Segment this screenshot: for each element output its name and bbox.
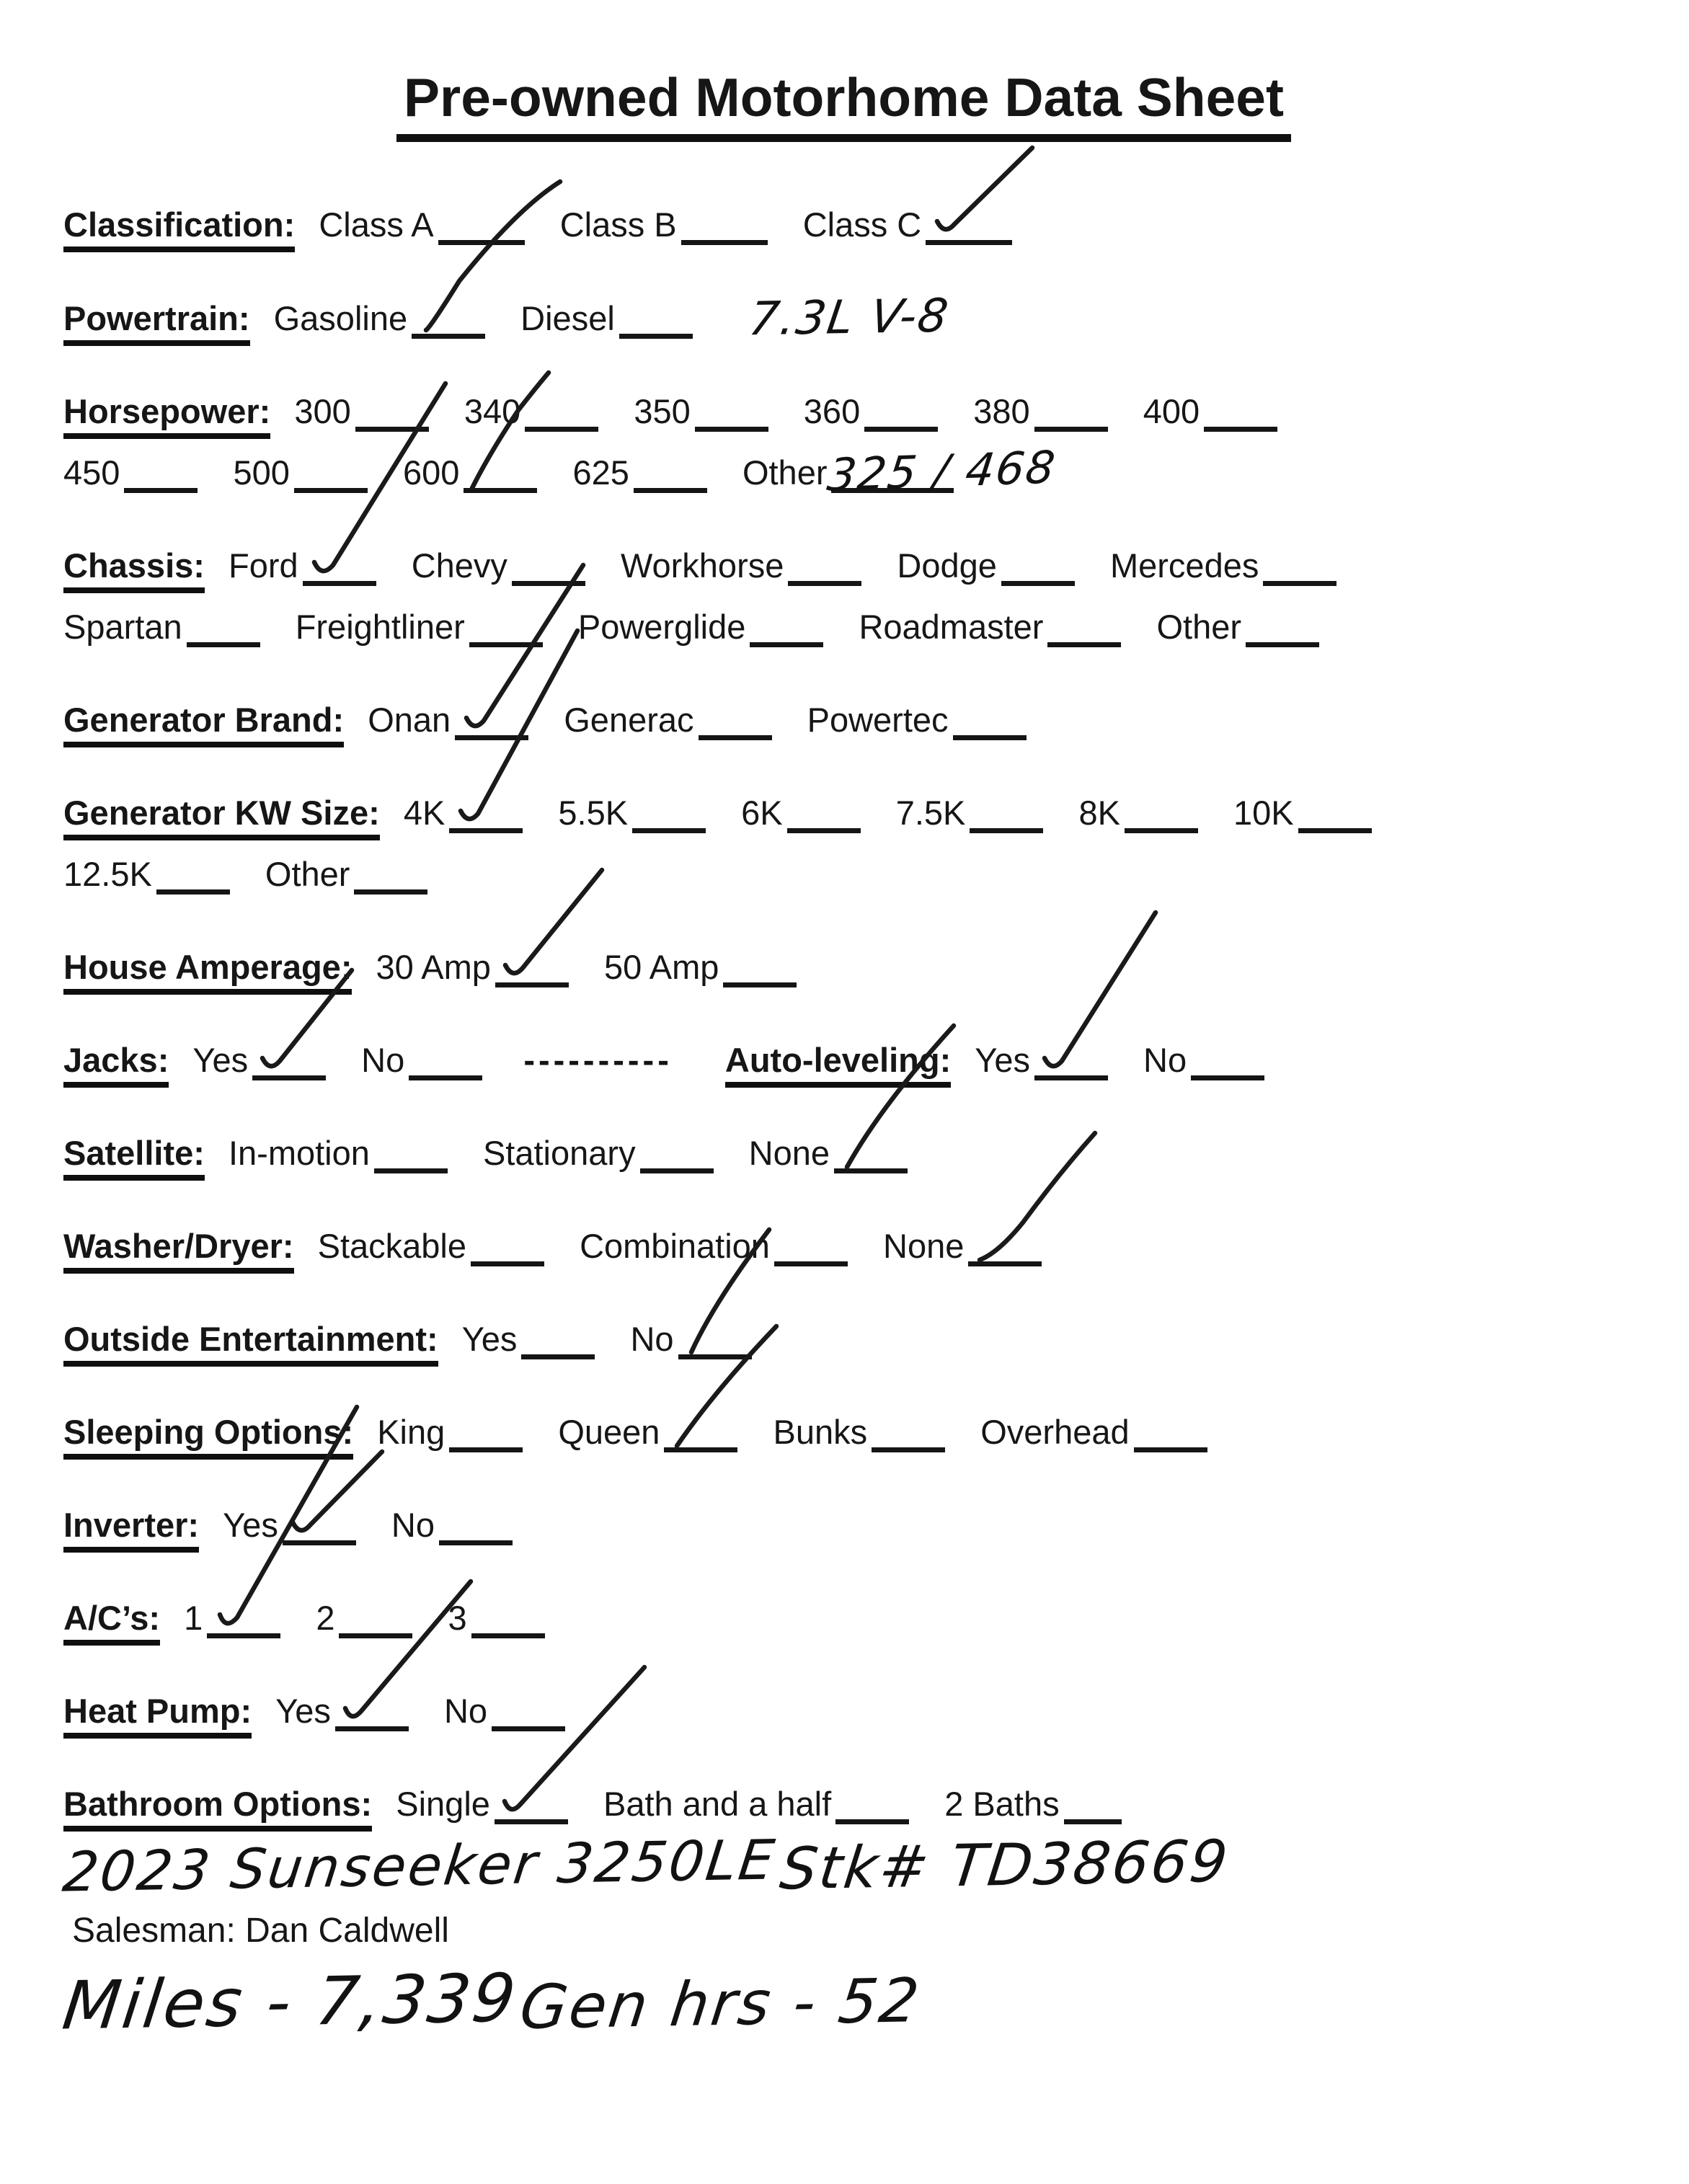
option-kw-other xyxy=(265,855,428,893)
option-class-a xyxy=(319,205,524,244)
option-5-5k xyxy=(558,794,706,832)
option-hp-600 xyxy=(403,453,537,492)
label-satellite: Satellite: xyxy=(63,1134,205,1181)
row-satellite xyxy=(63,1134,1624,1173)
blank-in-motion xyxy=(374,1161,448,1173)
option-hp-300 xyxy=(294,392,428,430)
blank-class-a xyxy=(438,233,525,245)
blank-queen xyxy=(664,1440,737,1452)
option-jacks-yes xyxy=(192,1041,326,1079)
blank-8k xyxy=(1125,821,1198,833)
option-hp-625 xyxy=(572,453,706,492)
option-7-5k xyxy=(896,794,1044,832)
blank-hp-450 xyxy=(124,481,198,493)
option-in-motion xyxy=(229,1134,448,1172)
option-10k xyxy=(1233,794,1372,832)
option-onan xyxy=(368,701,528,739)
blank-10k xyxy=(1298,821,1372,833)
blank-bunks xyxy=(872,1440,945,1452)
row-sleeping-options xyxy=(63,1413,1624,1452)
option-powertec xyxy=(807,701,1027,739)
option-label: Bunks xyxy=(773,1413,868,1451)
option-6k xyxy=(741,794,861,832)
row-chassis-1 xyxy=(63,546,1624,586)
blank-king xyxy=(449,1440,523,1452)
blank-ac-3 xyxy=(471,1626,545,1638)
option-4k xyxy=(404,794,523,832)
blank-diesel xyxy=(619,327,693,339)
blank-generac xyxy=(699,728,772,740)
option-satellite-none xyxy=(749,1134,908,1172)
blank-2-baths xyxy=(1064,1812,1122,1824)
option-hp-350 xyxy=(634,392,768,430)
blank-kw-other xyxy=(354,882,427,895)
option-label: 4K xyxy=(403,794,445,832)
blank-inverter-no xyxy=(439,1533,513,1545)
option-label: 600 xyxy=(402,453,460,492)
option-8k xyxy=(1078,794,1198,832)
option-label: 7.5K xyxy=(895,794,966,832)
option-jacks-no xyxy=(361,1041,482,1079)
option-label: 380 xyxy=(973,392,1030,430)
option-label: Spartan xyxy=(63,608,182,646)
blank-jacks-no xyxy=(409,1068,482,1080)
blank-roadmaster xyxy=(1047,635,1121,647)
option-label: Roadmaster xyxy=(859,608,1044,646)
blank-stackable xyxy=(471,1254,544,1266)
option-label: Yes xyxy=(223,1506,278,1544)
option-label: 360 xyxy=(803,392,861,430)
option-label: No xyxy=(361,1041,405,1079)
option-label: Yes xyxy=(975,1041,1030,1079)
salesman-line: Salesman: Dan Caldwell xyxy=(72,1912,449,1950)
option-12-5k xyxy=(63,855,230,893)
blank-workhorse xyxy=(788,574,861,586)
blank-freightliner xyxy=(469,635,543,647)
row-inverter xyxy=(63,1506,1624,1545)
option-label: Gasoline xyxy=(273,299,408,337)
option-hp-500 xyxy=(233,453,367,492)
blank-6k xyxy=(787,821,861,833)
option-dodge xyxy=(897,546,1075,585)
option-ford xyxy=(229,546,376,585)
blank-mercedes xyxy=(1263,574,1336,586)
option-label: Combination xyxy=(580,1227,770,1265)
option-label: No xyxy=(391,1506,435,1544)
blank-hp-500 xyxy=(294,481,368,493)
option-spartan xyxy=(63,608,260,646)
option-stackable xyxy=(318,1227,544,1265)
title-wrap xyxy=(63,66,1624,142)
option-label: Bath and a half xyxy=(603,1785,832,1823)
option-label: Stationary xyxy=(482,1134,636,1172)
option-label: Generac xyxy=(564,701,694,739)
option-label: Other xyxy=(265,855,350,893)
blank-ford xyxy=(303,574,376,586)
blank-onan xyxy=(455,728,528,740)
blank-gasoline xyxy=(412,327,485,339)
separator-dashes: ---------- xyxy=(523,1041,673,1079)
blank-7-5k xyxy=(970,821,1043,833)
label-classification: Classification: xyxy=(63,205,295,252)
option-label: Dodge xyxy=(897,546,997,585)
option-label: Class B xyxy=(559,205,677,244)
option-label: Class A xyxy=(319,205,434,244)
option-freightliner xyxy=(296,608,543,646)
option-label: 12.5K xyxy=(63,855,152,893)
blank-inverter-yes xyxy=(283,1533,356,1545)
label-powertrain: Powertrain: xyxy=(63,299,250,346)
option-combination xyxy=(580,1227,848,1265)
option-bath-and-half xyxy=(603,1785,909,1823)
blank-heat-yes xyxy=(335,1719,409,1731)
label-jacks: Jacks: xyxy=(63,1041,169,1088)
option-autolevel-no xyxy=(1143,1041,1264,1079)
option-outside-no xyxy=(630,1320,751,1358)
option-label: Freightliner xyxy=(295,608,465,646)
option-label: In-motion xyxy=(228,1134,370,1172)
option-label: No xyxy=(1143,1041,1187,1079)
option-heat-no xyxy=(444,1692,565,1730)
blank-hp-600 xyxy=(464,481,537,493)
blank-12-5k xyxy=(156,882,230,895)
option-label: 450 xyxy=(63,453,120,492)
blank-class-c xyxy=(926,233,1012,245)
label-bathroom-options: Bathroom Options: xyxy=(63,1785,372,1832)
label-horsepower: Horsepower: xyxy=(63,392,270,439)
row-horsepower-1 xyxy=(63,392,1624,432)
blank-jacks-yes xyxy=(252,1068,326,1080)
option-label: 340 xyxy=(464,392,521,430)
option-class-b xyxy=(560,205,768,244)
option-ac-3 xyxy=(448,1599,545,1637)
row-horsepower-2 xyxy=(63,440,1624,502)
option-stationary xyxy=(483,1134,714,1172)
option-label: 30 Amp xyxy=(376,948,491,986)
blank-powerglide xyxy=(750,635,823,647)
page-title: Pre-owned Motorhome Data Sheet xyxy=(396,66,1291,142)
blank-spartan xyxy=(187,635,260,647)
option-label: 6K xyxy=(741,794,783,832)
handwritten-engine-note: 7.3L V-8 xyxy=(745,289,953,347)
option-label: None xyxy=(748,1134,830,1172)
blank-outside-no xyxy=(678,1347,752,1359)
row-generator-brand xyxy=(63,701,1624,740)
option-label: Powerglide xyxy=(577,608,746,646)
option-overhead xyxy=(980,1413,1207,1451)
option-label: 8K xyxy=(1078,794,1120,832)
label-outside-entertainment: Outside Entertainment: xyxy=(63,1320,438,1367)
blank-hp-350 xyxy=(695,420,768,432)
option-class-c xyxy=(803,205,1013,244)
blank-combination xyxy=(774,1254,848,1266)
handwritten-hp-other-value: 325 / 468 xyxy=(825,440,1060,502)
row-powertrain xyxy=(63,289,1624,347)
label-chassis: Chassis: xyxy=(63,546,205,593)
option-chevy xyxy=(412,546,585,585)
label-washer-dryer: Washer/Dryer: xyxy=(63,1227,294,1274)
option-2-baths xyxy=(944,1785,1121,1823)
label-heat-pump: Heat Pump: xyxy=(63,1692,252,1739)
blank-autolevel-yes xyxy=(1034,1068,1108,1080)
row-classification xyxy=(63,205,1624,245)
option-label: Ford xyxy=(228,546,298,585)
option-label: 350 xyxy=(634,392,691,430)
label-generator-kw: Generator KW Size: xyxy=(63,794,380,840)
blank-outside-yes xyxy=(521,1347,595,1359)
option-workhorse xyxy=(621,546,861,585)
option-label: No xyxy=(630,1320,674,1358)
blank-hp-380 xyxy=(1034,420,1108,432)
option-hp-400 xyxy=(1143,392,1277,430)
blank-5-5k xyxy=(632,821,706,833)
option-gasoline xyxy=(274,299,486,337)
option-label: Yes xyxy=(192,1041,249,1079)
option-label: 10K xyxy=(1233,794,1294,832)
handwritten-miles-line: Miles - 7,339 xyxy=(58,1959,522,2045)
option-label: 500 xyxy=(233,453,290,492)
row-acs xyxy=(63,1599,1624,1638)
blank-dodge xyxy=(1001,574,1075,586)
option-label: 2 Baths xyxy=(944,1785,1060,1823)
option-hp-360 xyxy=(804,392,938,430)
option-label: Powertec xyxy=(807,701,949,739)
label-sleeping-options: Sleeping Options: xyxy=(63,1413,353,1460)
option-single xyxy=(396,1785,568,1823)
option-mercedes xyxy=(1110,546,1336,585)
option-king xyxy=(377,1413,523,1451)
row-outside-entertainment xyxy=(63,1320,1624,1359)
option-generac xyxy=(564,701,771,739)
option-inverter-yes xyxy=(223,1506,356,1544)
row-jacks-autoleveling xyxy=(63,1041,1624,1080)
option-label: Yes xyxy=(275,1692,331,1730)
option-hp-other xyxy=(742,440,1060,502)
option-inverter-no xyxy=(391,1506,513,1544)
blank-ac-2 xyxy=(339,1626,412,1638)
blank-4k xyxy=(449,821,523,833)
option-label: King xyxy=(377,1413,445,1451)
row-generator-kw-1 xyxy=(63,794,1624,833)
option-label: None xyxy=(883,1227,965,1265)
blank-satellite-none xyxy=(834,1161,908,1173)
option-queen xyxy=(558,1413,737,1451)
option-ac-2 xyxy=(316,1599,412,1637)
option-50-amp xyxy=(604,948,797,986)
handwritten-stock-number: Stk# TD38669 xyxy=(776,1827,1233,1903)
blank-hp-340 xyxy=(525,420,598,432)
blank-chevy xyxy=(512,574,585,586)
option-washer-none xyxy=(883,1227,1042,1265)
option-label: Workhorse xyxy=(620,546,784,585)
label-generator-brand: Generator Brand: xyxy=(63,701,344,747)
option-label: Queen xyxy=(558,1413,660,1451)
option-label: 400 xyxy=(1143,392,1200,430)
option-label: Diesel xyxy=(520,299,615,337)
row-bathroom-options xyxy=(63,1785,1624,1824)
label-acs: A/C’s: xyxy=(63,1599,160,1646)
blank-hp-other xyxy=(825,440,1060,502)
option-30-amp xyxy=(376,948,569,986)
blank-30-amp xyxy=(495,975,569,987)
row-washer-dryer xyxy=(63,1227,1624,1266)
blank-50-amp xyxy=(723,975,797,987)
option-label: Mercedes xyxy=(1109,546,1259,585)
option-hp-380 xyxy=(973,392,1107,430)
option-heat-yes xyxy=(275,1692,409,1730)
option-label: Yes xyxy=(461,1320,518,1358)
blank-ac-1 xyxy=(207,1626,280,1638)
option-label: Other xyxy=(1156,608,1242,646)
blank-class-b xyxy=(681,233,768,245)
blank-overhead xyxy=(1134,1440,1207,1452)
blank-hp-360 xyxy=(864,420,938,432)
option-label: No xyxy=(443,1692,488,1730)
label-house-amperage: House Amperage: xyxy=(63,948,352,995)
option-label: 2 xyxy=(316,1599,335,1637)
label-auto-leveling: Auto-leveling: xyxy=(725,1041,951,1088)
blank-hp-625 xyxy=(634,481,707,493)
option-label: 625 xyxy=(572,453,629,492)
option-roadmaster xyxy=(859,608,1121,646)
option-label: 300 xyxy=(294,392,351,430)
option-label: Onan xyxy=(368,701,451,739)
blank-washer-none xyxy=(968,1254,1042,1266)
row-chassis-2 xyxy=(63,608,1624,647)
blank-hp-300 xyxy=(355,420,429,432)
handwritten-model-line: 2023 Sunseeker 3250LE xyxy=(59,1827,780,1904)
row-house-amperage xyxy=(63,948,1624,987)
option-hp-450 xyxy=(63,453,198,492)
label-inverter: Inverter: xyxy=(63,1506,199,1553)
option-hp-340 xyxy=(464,392,598,430)
row-heat-pump xyxy=(63,1692,1624,1731)
option-label: Single xyxy=(396,1785,490,1823)
handwritten-gen-hours-line: Gen hrs - 52 xyxy=(515,1965,925,2043)
blank-powertec xyxy=(953,728,1027,740)
blank-hp-400 xyxy=(1204,420,1277,432)
option-label: 3 xyxy=(448,1599,467,1637)
option-label: 5.5K xyxy=(558,794,629,832)
blank-bath-and-half xyxy=(835,1812,909,1824)
option-outside-yes xyxy=(462,1320,595,1358)
blank-chassis-other xyxy=(1246,635,1319,647)
option-label: Class C xyxy=(802,205,922,244)
option-label: 1 xyxy=(184,1599,203,1637)
blank-autolevel-no xyxy=(1191,1068,1264,1080)
option-label: Overhead xyxy=(980,1413,1130,1451)
option-ac-1 xyxy=(184,1599,280,1637)
blank-single xyxy=(495,1812,568,1824)
option-label: Chevy xyxy=(411,546,507,585)
blank-heat-no xyxy=(492,1719,565,1731)
option-chassis-other xyxy=(1157,608,1320,646)
option-autolevel-yes xyxy=(975,1041,1108,1079)
option-bunks xyxy=(773,1413,946,1451)
row-generator-kw-2 xyxy=(63,855,1624,895)
option-label: Other xyxy=(742,453,828,492)
option-diesel xyxy=(520,299,693,337)
option-label: 50 Amp xyxy=(603,948,719,986)
option-powerglide xyxy=(578,608,824,646)
blank-stationary xyxy=(640,1161,714,1173)
checkmark-icon xyxy=(930,141,1038,241)
option-label: Stackable xyxy=(317,1227,467,1265)
